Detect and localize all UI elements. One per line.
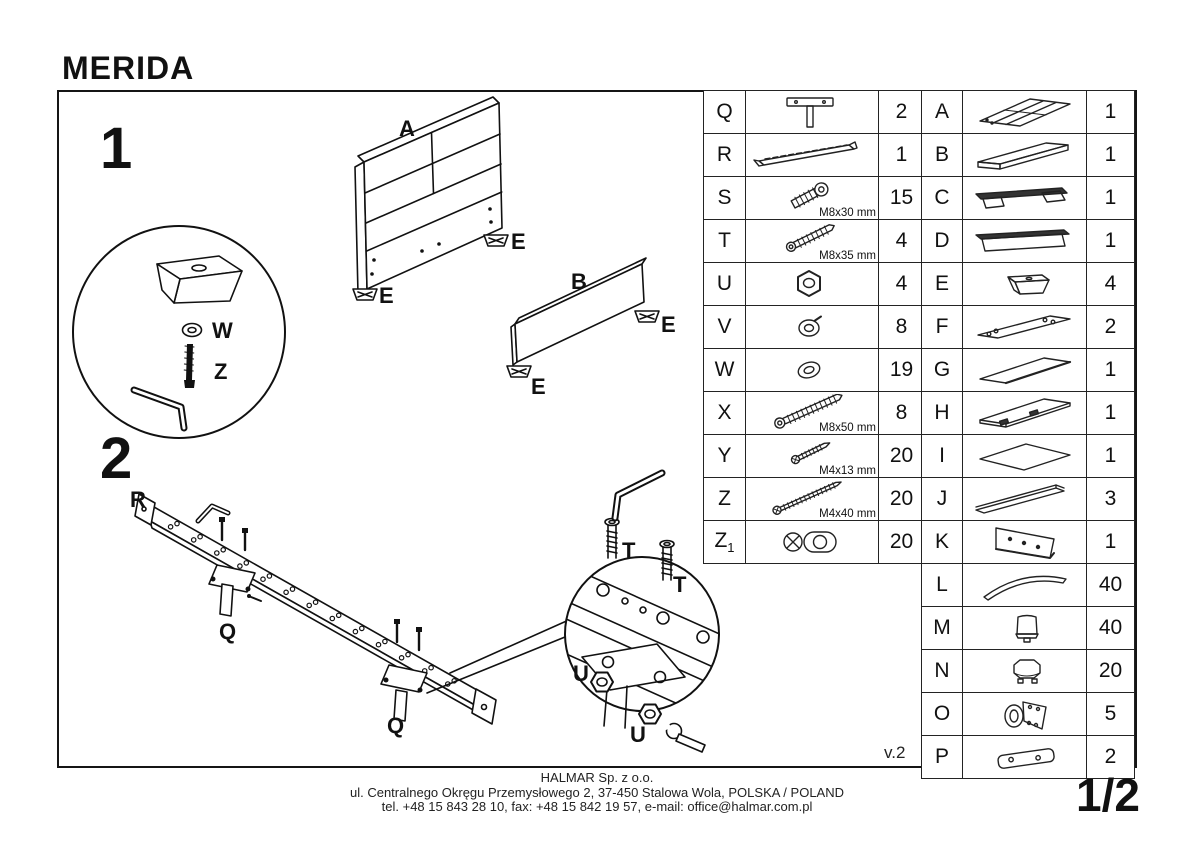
parts-row-o <box>922 693 1135 736</box>
allen-key-icon-2 <box>615 473 662 518</box>
label-foot-e-3: E <box>661 312 676 337</box>
part-icon-cell <box>963 650 1087 693</box>
hardware-row-z1 <box>704 521 925 564</box>
part-icon-cell <box>963 564 1087 607</box>
part-size-label: M4x40 mm <box>819 508 876 520</box>
part-size-label: M8x30 mm <box>819 207 876 219</box>
part-letter: O <box>922 693 963 736</box>
step1-diagram <box>73 97 676 438</box>
part-letter: G <box>922 349 963 392</box>
slat-rail-icon <box>966 480 1084 518</box>
part-letter: S <box>704 177 746 220</box>
part-letter: H <box>922 392 963 435</box>
detail-circle-1 <box>73 226 285 438</box>
part-letter: X <box>704 392 746 435</box>
part-letter: $Z_1$ <box>704 521 746 564</box>
part-qty: 2 <box>1087 736 1135 779</box>
part-letter: D <box>922 220 963 263</box>
hardware-row-r <box>704 134 925 177</box>
label-footboard-b: B <box>571 269 587 294</box>
curved-slat-icon <box>966 566 1084 604</box>
part-letter: Z <box>704 478 746 521</box>
step-number-2: 2 <box>100 426 133 491</box>
parts-row-m <box>922 607 1135 650</box>
part-size-label: M4x13 mm <box>819 465 876 477</box>
part-qty: 4 <box>879 220 925 263</box>
part-qty: 8 <box>879 392 925 435</box>
label-foot-e-2: E <box>511 229 526 254</box>
footer-company: HALMAR Sp. z o.o. <box>540 770 654 785</box>
part-letter: M <box>922 607 963 650</box>
part-icon-cell <box>746 478 879 521</box>
part-icon-cell <box>746 220 879 263</box>
part-icon-cell <box>746 521 879 564</box>
part-qty: 20 <box>879 435 925 478</box>
label-screw-z: Z <box>214 359 228 384</box>
part-qty: 1 <box>1087 91 1135 134</box>
side-rail-d-icon <box>966 222 1084 260</box>
hardware-row-t <box>704 220 925 263</box>
glider-foot-e-4 <box>507 366 546 399</box>
part-qty: 1 <box>1087 349 1135 392</box>
parts-row-i <box>922 435 1135 478</box>
part-letter: W <box>704 349 746 392</box>
hardware-row-w <box>704 349 925 392</box>
panel-h-icon <box>966 394 1084 432</box>
parts-row-d <box>922 220 1135 263</box>
part-letter: C <box>922 177 963 220</box>
part-letter: E <box>922 263 963 306</box>
part-icon-cell <box>746 177 879 220</box>
foot-block-detail <box>157 256 242 303</box>
part-icon-cell <box>746 91 879 134</box>
parts-row-n <box>922 650 1135 693</box>
part-qty: 4 <box>879 263 925 306</box>
product-title: MERIDA <box>62 50 195 86</box>
label-nut-u-1: U <box>573 661 589 686</box>
footer-contact: tel. +48 15 843 28 10, fax: +48 15 842 19 57, e-mail: office@halmar.com.pl <box>381 799 813 814</box>
label-panel-a: A <box>399 116 415 141</box>
barrel-nut-icon <box>749 523 875 561</box>
part-letter: N <box>922 650 963 693</box>
hardware-row-x <box>704 392 925 435</box>
footer-address: ul. Centralnego Okręgu Przemysłowego 2, 37-450 Stalowa Wola, POLSKA / POLAND <box>349 784 844 800</box>
part-qty: 8 <box>879 306 925 349</box>
side-rail-c-icon <box>966 179 1084 217</box>
footboard-icon <box>966 136 1084 174</box>
footboard-b <box>511 258 646 365</box>
label-washer-w: W <box>212 318 233 343</box>
panel-g-icon <box>966 351 1084 389</box>
hardware-row-s <box>704 177 925 220</box>
part-letter: P <box>922 736 963 779</box>
parts-row-f <box>922 306 1135 349</box>
flat-washer-icon <box>749 351 875 389</box>
curved-panel-icon <box>966 523 1084 561</box>
part-qty: 15 <box>879 177 925 220</box>
part-qty: 40 <box>1087 564 1135 607</box>
part-size-label: M8x50 mm <box>819 422 876 434</box>
label-foot-e-4: E <box>531 374 546 399</box>
slat-holder-icon <box>966 609 1084 647</box>
parts-row-l <box>922 564 1135 607</box>
part-icon-cell <box>963 435 1087 478</box>
part-icon-cell <box>746 263 879 306</box>
part-qty: 20 <box>879 521 925 564</box>
part-letter: Y <box>704 435 746 478</box>
part-icon-cell <box>963 349 1087 392</box>
label-screw-t-1: T <box>622 538 636 563</box>
hardware-row-v <box>704 306 925 349</box>
parts-row-h <box>922 392 1135 435</box>
parts-row-g <box>922 349 1135 392</box>
part-icon-cell <box>746 392 879 435</box>
part-qty: 3 <box>1087 478 1135 521</box>
part-qty: 1 <box>879 134 925 177</box>
hardware-row-z <box>704 478 925 521</box>
part-icon-cell <box>963 134 1087 177</box>
part-icon-cell <box>963 263 1087 306</box>
detail-circle-2 <box>553 473 724 752</box>
label-leg-q-2: Q <box>387 713 405 738</box>
parts-row-a <box>922 91 1135 134</box>
part-qty: 20 <box>1087 650 1135 693</box>
part-letter: L <box>922 564 963 607</box>
parts-row-c <box>922 177 1135 220</box>
part-letter: A <box>922 91 963 134</box>
hardware-row-u <box>704 263 925 306</box>
part-icon-cell <box>963 693 1087 736</box>
part-letter: J <box>922 478 963 521</box>
label-foot-e-1: E <box>379 283 394 308</box>
version-label: v.2 <box>884 743 906 762</box>
foot-block-icon <box>966 265 1084 303</box>
part-qty: 1 <box>1087 521 1135 564</box>
part-icon-cell <box>963 306 1087 349</box>
part-qty: 1 <box>1087 392 1135 435</box>
part-qty: 2 <box>879 91 925 134</box>
center-rail-r <box>130 487 496 724</box>
part-letter: F <box>922 306 963 349</box>
part-letter: U <box>704 263 746 306</box>
headboard-icon <box>966 93 1084 131</box>
part-qty: 20 <box>879 478 925 521</box>
part-icon-cell <box>963 91 1087 134</box>
step2-diagram <box>130 473 724 752</box>
hex-nut-icon <box>749 265 875 303</box>
label-screw-t-2: T <box>673 572 687 597</box>
part-letter: T <box>704 220 746 263</box>
center-leg-icon <box>749 93 875 131</box>
part-letter: I <box>922 435 963 478</box>
part-qty: 1 <box>1087 435 1135 478</box>
step-number-1: 1 <box>100 116 133 181</box>
part-letter: Q <box>704 91 746 134</box>
screw-t-1 <box>605 519 636 564</box>
parts-row-k <box>922 521 1135 564</box>
part-icon-cell <box>963 177 1087 220</box>
rail-icon <box>749 136 875 174</box>
headboard-a <box>355 97 502 294</box>
slat-cap-icon <box>966 652 1084 690</box>
parts-row-b <box>922 134 1135 177</box>
part-letter: B <box>922 134 963 177</box>
callout-line-1 <box>427 637 565 693</box>
label-rail-r: R <box>130 487 146 512</box>
parts-table <box>921 90 1135 779</box>
wrench-icon <box>656 720 705 752</box>
part-icon-cell <box>963 521 1087 564</box>
part-letter: K <box>922 521 963 564</box>
part-icon-cell <box>746 134 879 177</box>
roller-bracket-icon <box>966 695 1084 733</box>
parts-row-e <box>922 263 1135 306</box>
part-icon-cell <box>746 349 879 392</box>
part-size-label: M8x35 mm <box>819 250 876 262</box>
part-qty: 1 <box>1087 177 1135 220</box>
part-icon-cell <box>963 607 1087 650</box>
part-icon-cell <box>963 478 1087 521</box>
hardware-row-y <box>704 435 925 478</box>
footer <box>57 771 1137 815</box>
part-qty: 19 <box>879 349 925 392</box>
parts-row-j <box>922 478 1135 521</box>
part-icon-cell <box>746 306 879 349</box>
support-leg-q-1 <box>209 565 261 644</box>
hardware-table <box>703 90 925 564</box>
part-qty: 4 <box>1087 263 1135 306</box>
hardware-row-q <box>704 91 925 134</box>
part-qty: 1 <box>1087 220 1135 263</box>
page-number: 1/2 <box>1076 769 1140 821</box>
part-icon-cell <box>963 220 1087 263</box>
label-leg-q-1: Q <box>219 619 237 644</box>
label-nut-u-2: U <box>630 722 646 747</box>
bracket-plate-icon <box>966 308 1084 346</box>
part-letter: V <box>704 306 746 349</box>
part-icon-cell <box>963 392 1087 435</box>
part-qty: 1 <box>1087 134 1135 177</box>
part-icon-cell <box>746 435 879 478</box>
part-qty: 5 <box>1087 693 1135 736</box>
part-qty: 2 <box>1087 306 1135 349</box>
support-leg-q-2 <box>381 665 427 738</box>
part-letter: R <box>704 134 746 177</box>
glider-foot-e-3 <box>635 311 676 337</box>
part-qty: 40 <box>1087 607 1135 650</box>
callout-line-2 <box>450 619 571 673</box>
thin-panel-icon <box>966 437 1084 475</box>
spring-washer-icon <box>749 308 875 346</box>
